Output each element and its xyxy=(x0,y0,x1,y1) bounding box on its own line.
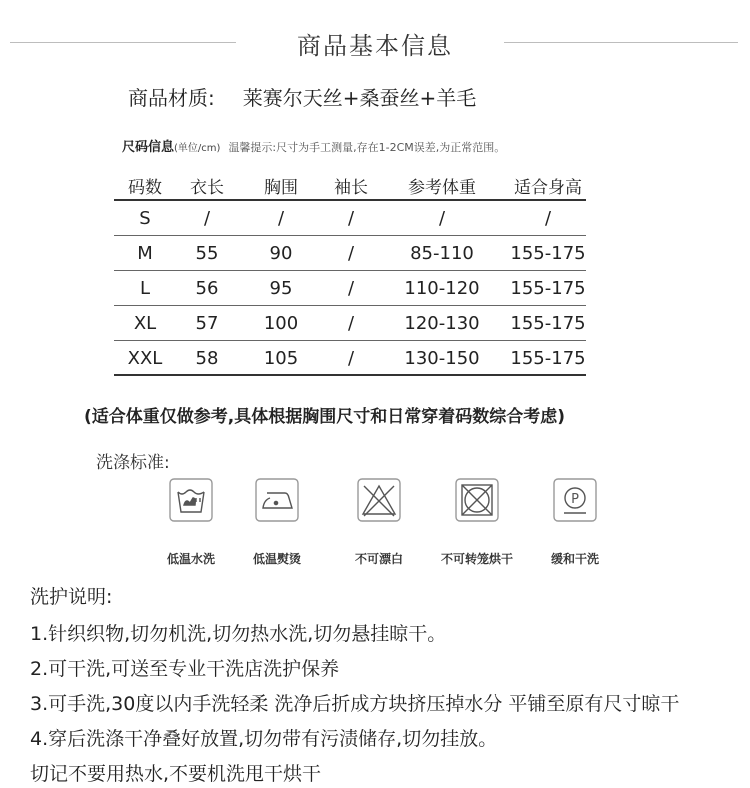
table-row xyxy=(114,271,586,306)
table-row xyxy=(114,306,586,341)
low-temp-wash-label: 低温水洗 xyxy=(166,552,215,566)
gentle-dry-clean-label: 缓和干洗 xyxy=(550,552,599,566)
no-bleach-label: 不可漂白 xyxy=(354,552,403,566)
table-header-cell: 胸围 xyxy=(264,178,298,198)
table-cell: / xyxy=(347,243,355,264)
table-cell: / xyxy=(544,208,552,229)
table-cell: 85-110 xyxy=(410,243,474,264)
care-title: 洗护说明: xyxy=(30,586,113,608)
table-cell: 130-150 xyxy=(404,348,480,369)
table-header-cell: 码数 xyxy=(128,178,162,198)
table-header-cell: 袖长 xyxy=(334,178,368,198)
page-title: 商品基本信息 xyxy=(297,32,453,60)
table-cell: XXL xyxy=(127,348,163,369)
table-cell: 155-175 xyxy=(510,243,586,264)
table-cell: 155-175 xyxy=(510,278,586,299)
no-tumble-dry-icon xyxy=(455,478,499,522)
header-divider-right xyxy=(504,42,738,43)
table-cell: 155-175 xyxy=(510,348,586,369)
table-cell: 57 xyxy=(195,313,219,334)
size-note: (适合体重仅做参考,具体根据胸围尺寸和日常穿着码数综合考虑) xyxy=(84,407,565,427)
table-cell: 105 xyxy=(263,348,299,369)
table-cell: / xyxy=(347,348,355,369)
size-info xyxy=(122,136,505,155)
table-row xyxy=(114,341,586,376)
table-cell: 110-120 xyxy=(404,278,480,299)
table-cell: / xyxy=(277,208,285,229)
table-cell: 100 xyxy=(263,313,299,334)
table-cell: L xyxy=(139,278,151,299)
table-cell: / xyxy=(347,208,355,229)
table-header-cell: 参考体重 xyxy=(408,178,476,198)
table-cell: S xyxy=(139,208,151,229)
size-info-label: 尺码信息 xyxy=(122,140,175,155)
care-line: 3.可手洗,30度以内手洗轻柔 洗净后折成方块挤压掉水分 平铺至原有尺寸晾干 xyxy=(30,693,680,715)
wash-title: 洗涤标准: xyxy=(96,453,170,473)
table-header-cell: 衣长 xyxy=(190,178,224,198)
table-cell: 120-130 xyxy=(404,313,480,334)
svg-text:P: P xyxy=(571,492,579,507)
table-cell: 155-175 xyxy=(510,313,586,334)
table-cell: XL xyxy=(133,313,157,334)
table-cell: 55 xyxy=(195,243,219,264)
low-temp-iron-icon xyxy=(255,478,299,522)
size-info-tip: 温馨提示:尺寸为手工测量,存在1-2CM误差,为正常范围。 xyxy=(228,141,506,154)
low-temp-wash-icon xyxy=(169,478,213,522)
size-table xyxy=(114,170,586,376)
no-bleach-icon xyxy=(357,478,401,522)
care-line: 2.可干洗,可送至专业干洗店洗护保养 xyxy=(30,658,340,680)
table-header-cell: 适合身高 xyxy=(514,178,582,198)
care-line: 4.穿后洗涤干净叠好放置,切勿带有污渍储存,切勿挂放。 xyxy=(30,728,498,750)
low-temp-iron-label: 低温熨烫 xyxy=(252,552,301,566)
table-row xyxy=(114,236,586,271)
table-cell: / xyxy=(347,313,355,334)
table-cell: 90 xyxy=(269,243,293,264)
care-line: 1.针织织物,切勿机洗,切勿热水洗,切勿悬挂晾干。 xyxy=(30,623,447,645)
table-cell: 58 xyxy=(195,348,219,369)
gentle-dry-clean-icon xyxy=(553,478,597,522)
table-row xyxy=(114,201,586,236)
material-value: 莱赛尔天丝+桑蚕丝+羊毛 xyxy=(242,86,477,110)
table-header-row xyxy=(114,170,586,201)
table-cell: M xyxy=(137,243,153,264)
table-cell: / xyxy=(203,208,211,229)
care-line: 切记不要用热水,不要机洗甩干烘干 xyxy=(30,763,322,785)
table-cell: / xyxy=(347,278,355,299)
table-cell: / xyxy=(438,208,446,229)
no-tumble-dry-label: 不可转笼烘干 xyxy=(440,552,513,566)
material-label: 商品材质: xyxy=(128,86,215,110)
table-cell: 95 xyxy=(269,278,293,299)
table-cell: 56 xyxy=(195,278,219,299)
size-info-unit: (单位/cm) xyxy=(174,143,221,154)
material-row xyxy=(128,82,476,111)
